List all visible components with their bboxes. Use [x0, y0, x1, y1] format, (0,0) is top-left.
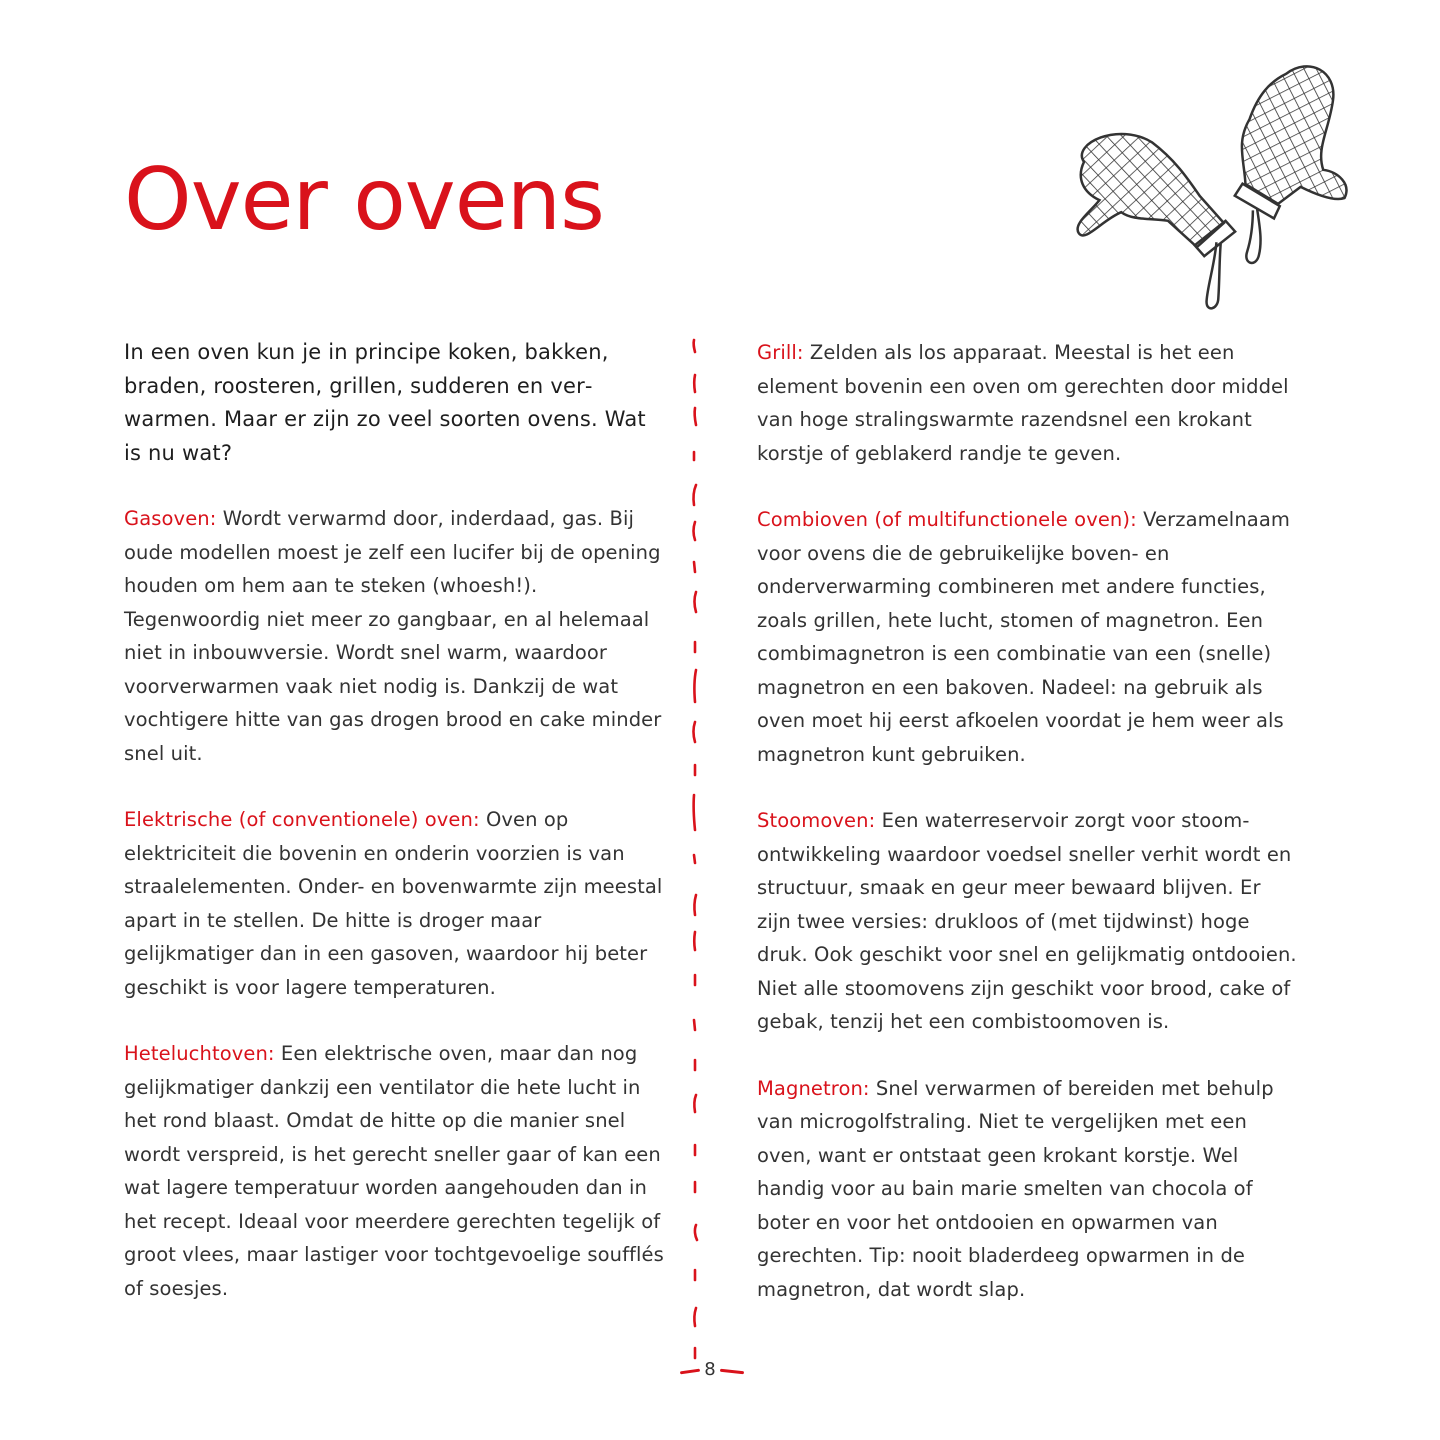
entry-term: Heteluchtoven:	[124, 1042, 275, 1065]
intro-paragraph: In een oven kun je in principe koken, bakken, braden, roosteren, grillen, sudderen en verwarmen. Maar er zijn zo veel soorten ovens. Wat is nu wat?	[124, 340, 646, 465]
entry-term: Elektrische (of conventionele) oven:	[124, 808, 480, 831]
entry-combioven	[757, 503, 1297, 771]
entry-term: Magnetron:	[757, 1076, 870, 1100]
entry-text: Oven op elektriciteit die bovenin en onderin voorzien is van straalelementen. Onder- en bovenwarmte zijn meestal apart in te stellen. De hitte is droger maar gelijkmatiger dan in een gasoven, waardoor hij beter geschikt is voor lagere temperaturen.	[124, 808, 663, 999]
entry-grill	[757, 336, 1297, 470]
dashed-divider	[680, 330, 720, 1370]
entry-text: Een elektrische oven, maar dan nog gelijkmatiger dankzij een ventilator die hete lucht in het rond blaast. Omdat de hitte op die manier snel wordt verspreid, is het gerecht sneller gaar of kan een wat lagere temperatuur worden aangehouden dan in het recept. Ideaal voor meerdere gerechten tegelijk of groot vlees, maar lastiger voor tochtgevoelige soufflés of soesjes.	[124, 1042, 664, 1300]
entry-magnetron	[757, 1072, 1297, 1307]
entry-text: Wordt verwarmd door, inderdaad, gas. Bij oude modellen moest je zelf een lucifer bij de opening houden om hem aan te steken (whoesh!). Tegenwoordig niet meer zo gangbaar, en al helemaal niet in inbouwversie. Wordt snel warm, waardoor voorverwarmen vaak niet nodig is. Dankzij de wat vochtigere hitte van gas drogen brood en cake minder snel uit.	[124, 507, 662, 765]
left-column	[124, 336, 664, 1338]
entry-heteluchtoven	[124, 1037, 664, 1305]
entry-text: Een waterreservoir zorgt voor stoomontwikkeling waardoor voedsel sneller verhit wordt en structuur, smaak en geur meer bewaard blijven. Er zijn twee versies: drukloos of (met tijdwinst) hoge druk. Ook geschikt voor snel en gelijkmatig ontdooien. Niet alle stoomovens zijn geschikt voor brood, cake of gebak, tenzij het een combistoomoven is.	[757, 809, 1297, 1033]
entry-text: Snel verwarmen of bereiden met behulp van microgolfstraling. Niet te vergelijken met een oven, want er ontstaat geen krokant korstje. Wel handig voor au bain marie smelten van chocola of boter en voor het ontdooien en opwarmen van gerechten. Tip: nooit bladerdeeg opwarmen in de magnetron, dat wordt slap.	[757, 1076, 1274, 1301]
right-column	[757, 336, 1297, 1339]
entry-term: Stoomoven:	[757, 809, 876, 832]
page-title: Over ovens	[124, 150, 604, 250]
entry-term: Grill:	[757, 341, 804, 364]
page-number-text: 8	[704, 1359, 716, 1380]
entry-stoomoven	[757, 804, 1297, 1039]
page-number	[650, 1355, 770, 1385]
entry-text: Zelden als los apparaat. Meestal is het een element bovenin een oven om gerechten door middel van hoge stralingswarmte razendsnel een krokant korstje of geblakerd randje te geven.	[757, 341, 1289, 465]
entry-elektrische-oven	[124, 803, 664, 1004]
entry-text: Verzamelnaam voor ovens die de gebruikelijke boven- en onderverwarming combineren met andere functies, zoals grillen, hete lucht, stomen of magnetron. Een combimagnetron is een combinatie van een (snelle) magnetron en een bakoven. Nadeel: na gebruik als oven moet hij eerst afkoelen voordat je hem weer als magnetron kunt gebruiken.	[757, 508, 1290, 766]
entry-term: Gasoven:	[124, 507, 217, 530]
oven-mitts-icon	[1050, 40, 1350, 320]
entry-term: Combioven (of multifunctionele oven):	[757, 508, 1137, 531]
entry-gasoven	[124, 502, 664, 770]
